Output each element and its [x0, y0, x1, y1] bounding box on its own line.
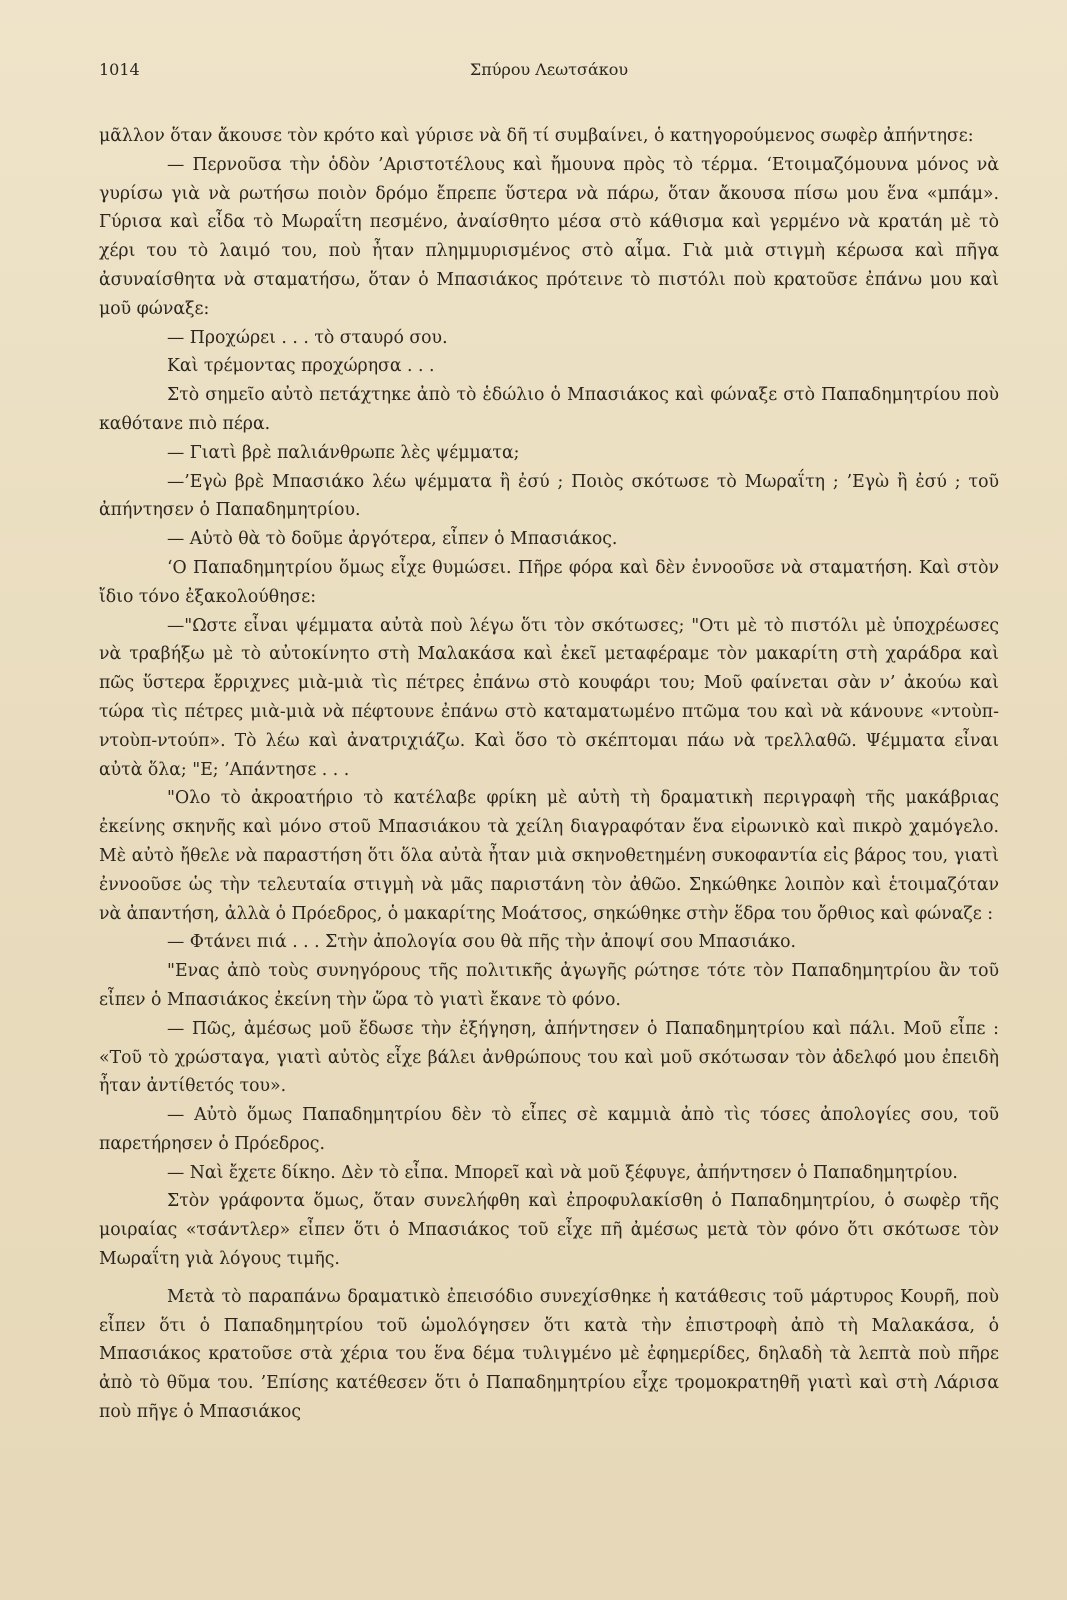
page-number: 1014	[99, 60, 140, 79]
paragraph: "Ολο τὸ ἀκροατήριο τὸ κατέλαβε φρίκη μὲ αὐτὴ τὴ δραματικὴ περιγραφὴ τῆς μακάβριας ἐκείνης σκηνῆς καὶ μόνο στοῦ Μπασιάκου τὰ χείλη διαγραφόταν ἕνα εἰρωνικὸ καὶ πικρὸ χαμόγελο. Μὲ αὐτὸ ἤθελε νὰ παραστήση ὅτι ὅλα αὐτὰ ἦταν μιὰ σκηνοθετημένη συκοφαντία εἰς βάρος του, γιατὶ ἐννοοῦσε ὡς τὴν τελευταία στιγμὴ νὰ μᾶς παριστάνη τὸν ἀθῶο. Σηκώθηκε λοιπὸν καὶ ἑτοιμαζόταν νὰ ἀπαντήση, ἀλλὰ ὁ Πρόεδρος, ὁ μακαρίτης Μοάτσος, σηκώθηκε στὴν ἕδρα του ὄρθιος καὶ φώναζε :	[99, 788, 999, 924]
paragraph: Μετὰ τὸ παραπάνω δραματικὸ ἐπεισόδιο συνεχίσθηκε ἡ κατάθεσις τοῦ μάρτυρος Κουρῆ, ποὺ εἶπεν ὅτι ὁ Παπαδημητρίου τοῦ ὡμολόγησεν ὅτι κατὰ τὴν ἐπιστροφὴ ἀπὸ τὴ Μαλακάσα, ὁ Μπασιάκος κρατοῦσε στὰ χέρια του ἕνα δέμα τυλιγμένο μὲ ἐφημερίδες, δηλαδὴ τὰ λεπτὰ ποὺ πῆρε ἀπὸ τὸ θῦμα του. ’Επίσης κατέθεσεν ὅτι ὁ Παπαδημητρίου εἶχε τρομοκρατηθῆ γιατὶ καὶ στὴ Λάρισα ποὺ πῆγε ὁ Μπασιάκος	[99, 1286, 999, 1423]
paragraph: "Ενας ἀπὸ τοὺς συνηγόρους τῆς πολιτικῆς ἀγωγῆς ρώτησε τότε τὸν Παπαδημητρίου ἂν τοῦ εἶπεν ὁ Μπασιάκος ἐκείνη τὴν ὥρα τὸ γιατὶ ἔκανε τὸ φόνο.	[99, 961, 999, 1010]
paragraph: — Γιατὶ βρὲ παλιάνθρωπε λὲς ψέμματα;	[167, 442, 520, 463]
running-head: Σπύρου Λεωτσάκου	[469, 60, 629, 79]
paragraph: — Αὐτὸ θὰ τὸ δοῦμε ἀργότερα, εἶπεν ὁ Μπασιάκος.	[167, 529, 618, 550]
paragraph: Καὶ τρέμοντας προχώρησα . . .	[167, 356, 435, 377]
paragraph: — Πῶς, ἀμέσως μοῦ ἔδωσε τὴν ἐξήγηση, ἀπήντησεν ὁ Παπαδημητρίου καὶ πάλι. Μοῦ εἶπε : «Τοῦ τὸ χρώσταγα, γιατὶ αὐτὸς εἶχε βάλει ἀνθρώπους του καὶ μοῦ σκότωσαν τὸν ἀδελφό μου ἐπειδὴ ἦταν ἀντίθετός του».	[99, 1018, 999, 1097]
paragraph: — Περνοῦσα τὴν ὁδὸν ’Αριστοτέλους καὶ ἤμουνα πρὸς τὸ τέρμα. ‘Ετοιμαζόμουνα μόνος νὰ γυρίσω γιὰ νὰ ρωτήσω ποιὸν δρόμο ἔπρεπε ὕστερα νὰ πάρω, ὅταν ἄκουσα πίσω μου ἕνα «μπάμ». Γύρισα καὶ εἶδα τὸ Μωραΐτη πεσμένο, ἀναίσθητο μέσα στὸ κάθισμα καὶ γερμένο νὰ κρατάη μὲ τὸ χέρι του τὸ λαιμό του, ποὺ ἦταν πλημμυρισμένος στὸ αἷμα. Γιὰ μιὰ στιγμὴ κέρωσα καὶ πῆγα ἀσυναίσθητα νὰ σταματήσω, ὅταν ὁ Μπασιάκος πρότεινε τὸ πιστόλι ποὺ κρατοῦσε ἐπάνω μου καὶ μοῦ φώναξε:	[99, 154, 999, 319]
paragraph: Στὸ σημεῖο αὐτὸ πετάχτηκε ἀπὸ τὸ ἑδώλιο ὁ Μπασιάκος καὶ φώναξε στὸ Παπαδημητρίου ποὺ καθότανε πιὸ πέρα.	[99, 385, 999, 434]
paragraph: — Φτάνει πιά . . . Στὴν ἀπολογία σου θὰ πῆς τὴν ἀποψί σου Μπασιάκο.	[167, 932, 797, 953]
paragraph: Στὸν γράφοντα ὅμως, ὅταν συνελήφθη καὶ ἐπροφυλακίσθη ὁ Παπαδημητρίου, ὁ σωφὲρ τῆς μοιραίας «τσάντλερ» εἶπεν ὅτι ὁ Μπασιάκος τοῦ εἶχε πῆ ἀμέσως μετὰ τὸν φόνο ὅτι σκότωσε τὸν Μωραΐτη γιὰ λόγους τιμῆς.	[99, 1191, 999, 1270]
paragraph: —’Εγὼ βρὲ Μπασιάκο λέω ψέμματα ἢ ἐσύ ; Ποιὸς σκότωσε τὸ Μωραΐτη ; ’Εγὼ ἢ ἐσύ ; τοῦ ἀπήντησεν ὁ Παπαδημητρίου.	[99, 471, 999, 521]
paragraph: —"Ωστε εἶναι ψέμματα αὐτὰ ποὺ λέγω ὅτι τὸν σκότωσες; "Οτι μὲ τὸ πιστόλι μὲ ὑποχρέωσες νὰ τραβήξω μὲ τὸ αὐτοκίνητο στὴ Μαλακάσα καὶ ἐκεῖ μεταφέραμε τὸν μακαρίτη στὴ χαράδρα καὶ πῶς ὕστερα ἔρριχνες μιὰ-μιὰ τὶς πέτρες ἐπάνω στὸ κουφάρι του; Μοῦ φαίνεται σὰν ν’ ἀκούω καὶ τώρα τὶς πέτρες μιὰ-μιὰ νὰ πέφτουνε ἐπάνω στὸ καταματωμένο πτῶμα του καὶ νὰ κάνουνε «ντοὺπ-ντοὺπ-ντούπ». Τὸ λέω καὶ ἀνατριχιάζω. Καὶ ὅσο τὸ σκέπτομαι πάω νὰ τρελλαθῶ. Ψέμματα εἶναι αὐτὰ ὅλα; "Ε; ’Απάντησε . . .	[99, 615, 999, 780]
paragraph: ‘Ο Παπαδημητρίου ὅμως εἶχε θυμώσει. Πῆρε φόρα καὶ δὲν ἐννοοῦσε νὰ σταματήση. Καὶ στὸν ἴδιο τόνο ἐξακολούθησε:	[99, 557, 999, 607]
paragraph: — Ναὶ ἔχετε δίκηο. Δὲν τὸ εἶπα. Μπορεῖ καὶ νὰ μοῦ ξέφυγε, ἀπήντησεν ὁ Παπαδημητρίου.	[167, 1162, 958, 1183]
paragraph: — Αὐτὸ ὅμως Παπαδημητρίου δὲν τὸ εἶπες σὲ καμμιὰ ἀπὸ τὶς τόσες ἀπολογίες σου, τοῦ παρετήρησεν ὁ Πρόεδρος.	[99, 1105, 999, 1154]
paragraph: μᾶλλον ὅταν ἄκουσε τὸν κρότο καὶ γύρισε νὰ δῆ τί συμβαίνει, ὁ κατηγορούμενος σωφὲρ ἀπήντησε:	[99, 126, 974, 146]
body-text	[99, 122, 999, 1427]
paragraph: — Προχώρει . . . τὸ σταυρό σου.	[167, 327, 448, 348]
page-header	[99, 60, 999, 86]
